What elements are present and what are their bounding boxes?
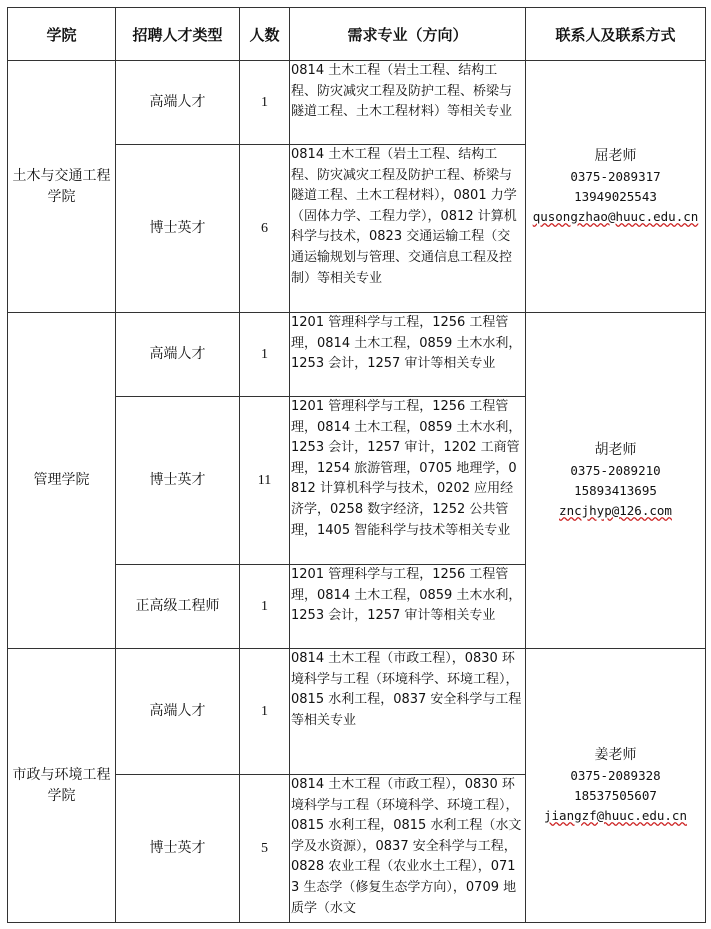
count-cell: 1 bbox=[240, 565, 290, 649]
count-cell: 1 bbox=[240, 61, 290, 145]
major-cell: 1201 管理科学与工程，1256 工程管理，0814 土木工程，0859 土木水利，1253 会计，1257 审计等相关专业 bbox=[290, 313, 526, 397]
contact-cell bbox=[526, 313, 706, 649]
type-cell: 博士英才 bbox=[116, 775, 240, 923]
type-cell: 博士英才 bbox=[116, 397, 240, 565]
major-cell: 0814 土木工程（市政工程），0830 环境科学与工程（环境科学、环境工程），0815 水利工程，0837 安全科学与工程等相关专业 bbox=[290, 649, 526, 775]
table-row bbox=[8, 61, 706, 145]
college-cell: 管理学院 bbox=[8, 313, 116, 649]
major-cell: 0814 土木工程（市政工程），0830 环境科学与工程（环境科学、环境工程），0815 水利工程，0815 水利工程（水文学及水资源），0837 安全科学与工程，0828 农业工程（农业水土工程），0713 生态学（修复生态学方向），0709 地质学（水文 bbox=[290, 775, 526, 923]
header-row bbox=[8, 8, 706, 61]
type-cell: 博士英才 bbox=[116, 145, 240, 313]
contact-email: zncjhyp@126.com bbox=[559, 503, 672, 518]
major-cell: 1201 管理科学与工程，1256 工程管理，0814 土木工程，0859 土木水利，1253 会计，1257 审计，1202 工商管理，1254 旅游管理，0705 地理学，0812 计算机科学与技术，0202 应用经济学，0258 数字经济，1252 公共管理，1405 智能科学与技术等相关专业 bbox=[290, 397, 526, 565]
type-cell: 正高级工程师 bbox=[116, 565, 240, 649]
header-type: 招聘人才类型 bbox=[116, 8, 240, 61]
contact-mobile: 18537505607 bbox=[574, 788, 657, 803]
count-cell: 6 bbox=[240, 145, 290, 313]
contact-phone: 0375-2089328 bbox=[570, 768, 661, 783]
table-row bbox=[8, 313, 706, 397]
type-cell: 高端人才 bbox=[116, 649, 240, 775]
contact-email: jiangzf@huuc.edu.cn bbox=[544, 808, 687, 823]
contact-mobile: 13949025543 bbox=[574, 189, 657, 204]
major-cell: 1201 管理科学与工程，1256 工程管理，0814 土木工程，0859 土木水利，1253 会计，1257 审计等相关专业 bbox=[290, 565, 526, 649]
contact-email: qusongzhao@huuc.edu.cn bbox=[532, 209, 699, 224]
count-cell: 5 bbox=[240, 775, 290, 923]
college-cell: 市政与环境工程学院 bbox=[8, 649, 116, 923]
table-row bbox=[8, 649, 706, 775]
contact-name: 胡老师 bbox=[594, 442, 637, 458]
college-cell: 土木与交通工程学院 bbox=[8, 61, 116, 313]
contact-cell bbox=[526, 649, 706, 923]
header-contact: 联系人及联系方式 bbox=[526, 8, 706, 61]
contact-phone: 0375-2089210 bbox=[570, 463, 661, 478]
recruitment-table bbox=[7, 7, 706, 923]
count-cell: 1 bbox=[240, 313, 290, 397]
contact-phone: 0375-2089317 bbox=[570, 169, 661, 184]
contact-mobile: 15893413695 bbox=[574, 483, 657, 498]
type-cell: 高端人才 bbox=[116, 313, 240, 397]
contact-name: 姜老师 bbox=[594, 747, 637, 763]
contact-cell bbox=[526, 61, 706, 313]
header-major: 需求专业（方向） bbox=[290, 8, 526, 61]
type-cell: 高端人才 bbox=[116, 61, 240, 145]
header-college: 学院 bbox=[8, 8, 116, 61]
major-cell: 0814 土木工程（岩土工程、结构工程、防灾减灾工程及防护工程、桥梁与隧道工程、土木工程材料）等相关专业 bbox=[290, 61, 526, 145]
count-cell: 1 bbox=[240, 649, 290, 775]
count-cell: 11 bbox=[240, 397, 290, 565]
header-count: 人数 bbox=[240, 8, 290, 61]
major-cell: 0814 土木工程（岩土工程、结构工程、防灾减灾工程及防护工程、桥梁与隧道工程、土木工程材料），0801 力学（固体力学、工程力学），0812 计算机科学与技术，0823 交通运输工程（交通运输规划与管理、交通信息工程及控制）等相关专业 bbox=[290, 145, 526, 313]
contact-name: 屈老师 bbox=[594, 148, 637, 164]
